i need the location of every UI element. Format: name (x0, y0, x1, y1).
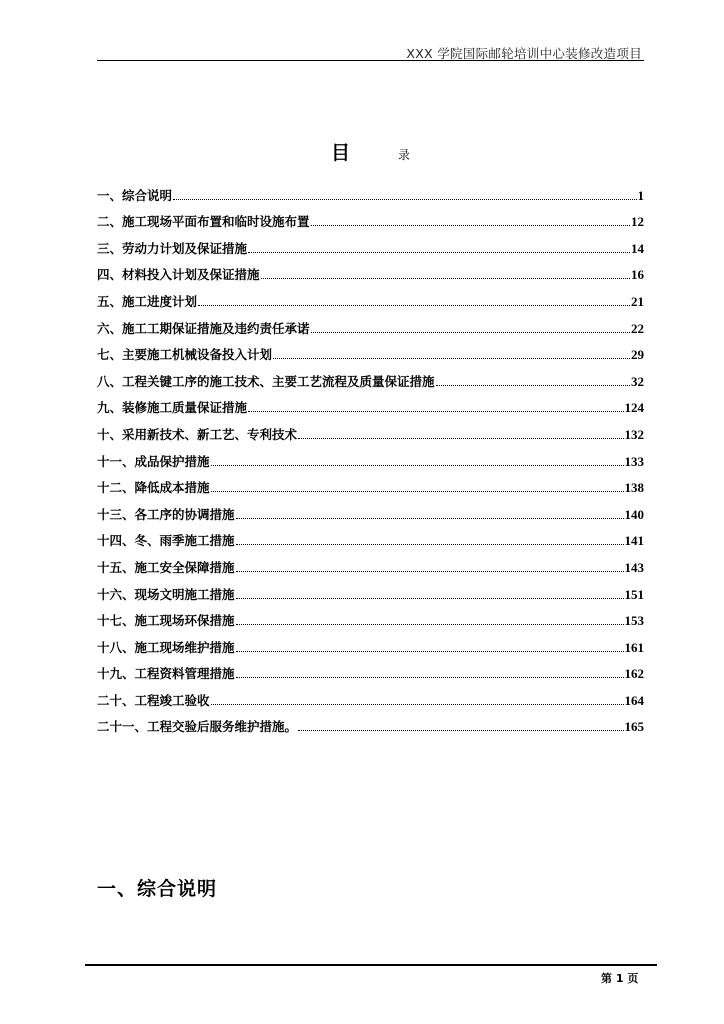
toc-entry[interactable] (97, 443, 644, 470)
toc-entry-page: 140 (624, 506, 644, 522)
toc-entry-label: 三、劳动力计划及保证措施 (97, 240, 248, 256)
footer-divider (85, 964, 657, 966)
toc-leader-dots (436, 384, 630, 386)
toc-leader-dots (273, 357, 630, 359)
toc-leader-dots (236, 597, 624, 599)
toc-entry-label: 四、材料投入计划及保证措施 (97, 267, 260, 283)
section-heading: 一、综合说明 (97, 878, 218, 900)
toc-leader-dots (298, 729, 623, 731)
toc-entry-page: 141 (624, 533, 644, 549)
toc-entry-page: 124 (624, 400, 644, 416)
toc-entry[interactable] (97, 682, 644, 709)
toc-leader-dots (298, 437, 623, 439)
toc-leader-dots (173, 198, 636, 200)
toc-leader-dots (236, 650, 624, 652)
toc-entry-label: 九、装修施工质量保证措施 (97, 400, 248, 416)
toc-entry[interactable] (97, 496, 644, 523)
toc-leader-dots (311, 331, 630, 333)
toc-leader-dots (236, 543, 624, 545)
toc-entry-label: 十六、现场文明施工措施 (97, 586, 235, 602)
toc-entry-page: 162 (624, 666, 644, 682)
toc-leader-dots (261, 277, 630, 279)
toc-leader-dots (211, 490, 624, 492)
toc-entry-page: 22 (631, 320, 644, 336)
page-number: 第 1 页 (601, 972, 639, 985)
toc-entry-label: 十八、施工现场维护措施 (97, 639, 235, 655)
toc-entry-label: 十三、各工序的协调措施 (97, 506, 235, 522)
header-divider (97, 60, 644, 61)
toc-entry-page: 164 (624, 692, 644, 708)
toc-entry-label: 十四、冬、雨季施工措施 (97, 533, 235, 549)
running-header: XXX 学院国际邮轮培训中心装修改造项目 (406, 46, 642, 61)
toc-entry[interactable] (97, 629, 644, 656)
toc-entry-page: 153 (624, 613, 644, 629)
toc-entry-label: 一、综合说明 (97, 187, 173, 203)
toc-entry[interactable] (97, 576, 644, 603)
toc-leader-dots (198, 304, 630, 306)
toc-leader-dots (211, 703, 624, 705)
toc-entry-page: 132 (624, 426, 644, 442)
toc-leader-dots (236, 517, 624, 519)
toc-entry[interactable] (97, 363, 644, 390)
toc-entry-page: 138 (624, 480, 644, 496)
toc-entry[interactable] (97, 204, 644, 231)
toc-entry-label: 十二、降低成本措施 (97, 480, 210, 496)
toc-title-second-char: 录 (398, 148, 411, 162)
toc-leader-dots (248, 251, 630, 253)
toc-entry-label: 七、主要施工机械设备投入计划 (97, 347, 273, 363)
toc-entry-page: 165 (624, 719, 644, 735)
toc-entry[interactable] (97, 310, 644, 337)
toc-entry-label: 十五、施工安全保障措施 (97, 559, 235, 575)
toc-entry-page: 133 (624, 453, 644, 469)
toc-entry-page: 21 (631, 293, 644, 309)
toc-entry[interactable] (97, 549, 644, 576)
toc-entry[interactable] (97, 656, 644, 683)
toc-entry-page: 32 (631, 373, 644, 389)
toc-leader-dots (236, 676, 624, 678)
toc-leader-dots (248, 410, 623, 412)
toc-entry-page: 151 (624, 586, 644, 602)
toc-entry[interactable] (97, 283, 644, 310)
toc-leader-dots (211, 464, 624, 466)
toc-entry[interactable] (97, 257, 644, 284)
toc-entry-page: 12 (631, 214, 644, 230)
toc-title-first-char: 目 (331, 142, 351, 164)
toc-entry-page: 29 (631, 347, 644, 363)
toc-entry[interactable] (97, 337, 644, 364)
toc-entry[interactable] (97, 470, 644, 497)
toc-entry-label: 十七、施工现场环保措施 (97, 613, 235, 629)
toc-entry-label: 十、采用新技术、新工艺、专利技术 (97, 426, 298, 442)
toc-entry-label: 八、工程关键工序的施工技术、主要工艺流程及质量保证措施 (97, 373, 435, 389)
toc-entry[interactable] (97, 177, 644, 204)
toc-entry-label: 二、施工现场平面布置和临时设施布置 (97, 214, 310, 230)
toc-entry-page: 143 (624, 559, 644, 575)
toc-entry[interactable] (97, 709, 644, 736)
toc-leader-dots (236, 570, 624, 572)
toc-entry-label: 十一、成品保护措施 (97, 453, 210, 469)
toc-entry-label: 六、施工工期保证措施及违约责任承诺 (97, 320, 310, 336)
toc-entry-label: 二十、工程竣工验收 (97, 692, 210, 708)
toc-entry-label: 五、施工进度计划 (97, 293, 198, 309)
toc-entry-page: 14 (631, 240, 644, 256)
toc-entry[interactable] (97, 230, 644, 257)
toc-entry[interactable] (97, 523, 644, 550)
toc-entry[interactable] (97, 603, 644, 630)
toc-entry[interactable] (97, 390, 644, 417)
toc-entry-label: 二十一、工程交验后服务维护措施。 (97, 719, 298, 735)
toc-entry-page: 16 (631, 267, 644, 283)
toc-entry[interactable] (97, 416, 644, 443)
toc-entry-page: 161 (624, 639, 644, 655)
toc-entry-label: 十九、工程资料管理措施 (97, 666, 235, 682)
table-of-contents (97, 177, 644, 735)
toc-entry-page: 1 (637, 187, 644, 203)
toc-leader-dots (311, 224, 630, 226)
toc-leader-dots (236, 623, 624, 625)
